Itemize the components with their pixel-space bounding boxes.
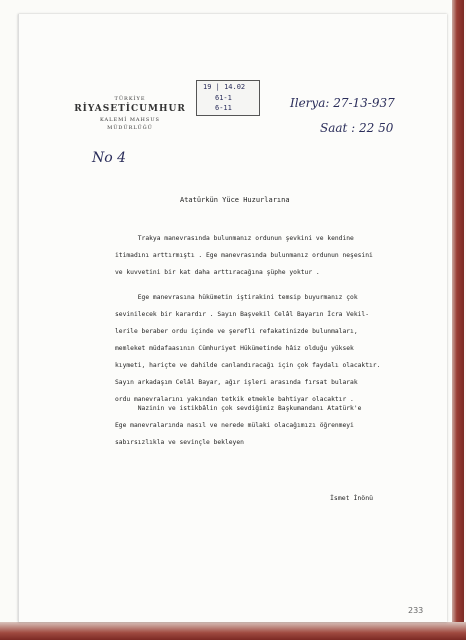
signature: İsmet İnönü bbox=[330, 494, 374, 502]
stamp-row-3: 6-11 bbox=[215, 104, 232, 112]
archive-stamp bbox=[196, 80, 260, 116]
letterhead bbox=[70, 96, 190, 132]
paragraph-3: Nazinin ve istikbâlin çok sevdiğimiz Başkumandanı Atatürk'e Ege manevralarında nasıl ve nerede mülaki olacağımızı öğrenmeyi sabırsızlıkla ve sevinçle bekleyen bbox=[115, 405, 362, 446]
stamp-row-2: 61-1 bbox=[215, 94, 232, 102]
letterhead-directorate: MÜDÜRLÜĞÜ bbox=[107, 125, 153, 131]
handwritten-time: Saat : 22 50 bbox=[320, 121, 394, 135]
letterhead-country: TÜRKİYE bbox=[114, 96, 146, 102]
page-number: 233 bbox=[408, 606, 424, 615]
binder-edge-right bbox=[452, 0, 464, 640]
letterhead-department: KALEMİ MAHSUS bbox=[100, 117, 160, 123]
paragraph-2: Ege manevrasına hükümetin iştirakini temsip buyurmanız çok sevinilecek bir karardır . Sayın Başvekil Celâl Bayarın İcra Vekil- lerile beraber ordu içinde ve şerefli refakatinizde bulunmaları, memleket müdafaasının Cümhuriyet Hükümetinde hâiz olduğu yüksek kıymeti, hariçte ve dahilde canlandıracağı için çok faydalı olacaktır. Sayın arkadaşım Celâl Bayar, ağır işleri arasında fırsat bularak ordu manevralarını yakından tetkik etmekle bahtiyar olacaktır . bbox=[115, 294, 381, 403]
handwritten-document-number: No 4 bbox=[92, 150, 127, 166]
paragraph-1: Trakya manevrasında bulunmanız ordunun şevkini ve kendine itimadını arttırmıştı . Ege manevrasında bulunmanız ordunun neşesini ve kuvvetini bir kat daha arttıracağına şüphe yoktur . bbox=[115, 235, 373, 276]
stamp-row-1: 19 | 14.02 bbox=[203, 83, 246, 91]
binder-edge-bottom bbox=[0, 622, 466, 640]
handwritten-date: Ilerya: 27-13-937 bbox=[290, 96, 395, 110]
letterhead-office: RİYASETİCUMHUR bbox=[74, 104, 186, 114]
letter-salutation: Atatürkün Yüce Huzurlarına bbox=[180, 196, 290, 204]
